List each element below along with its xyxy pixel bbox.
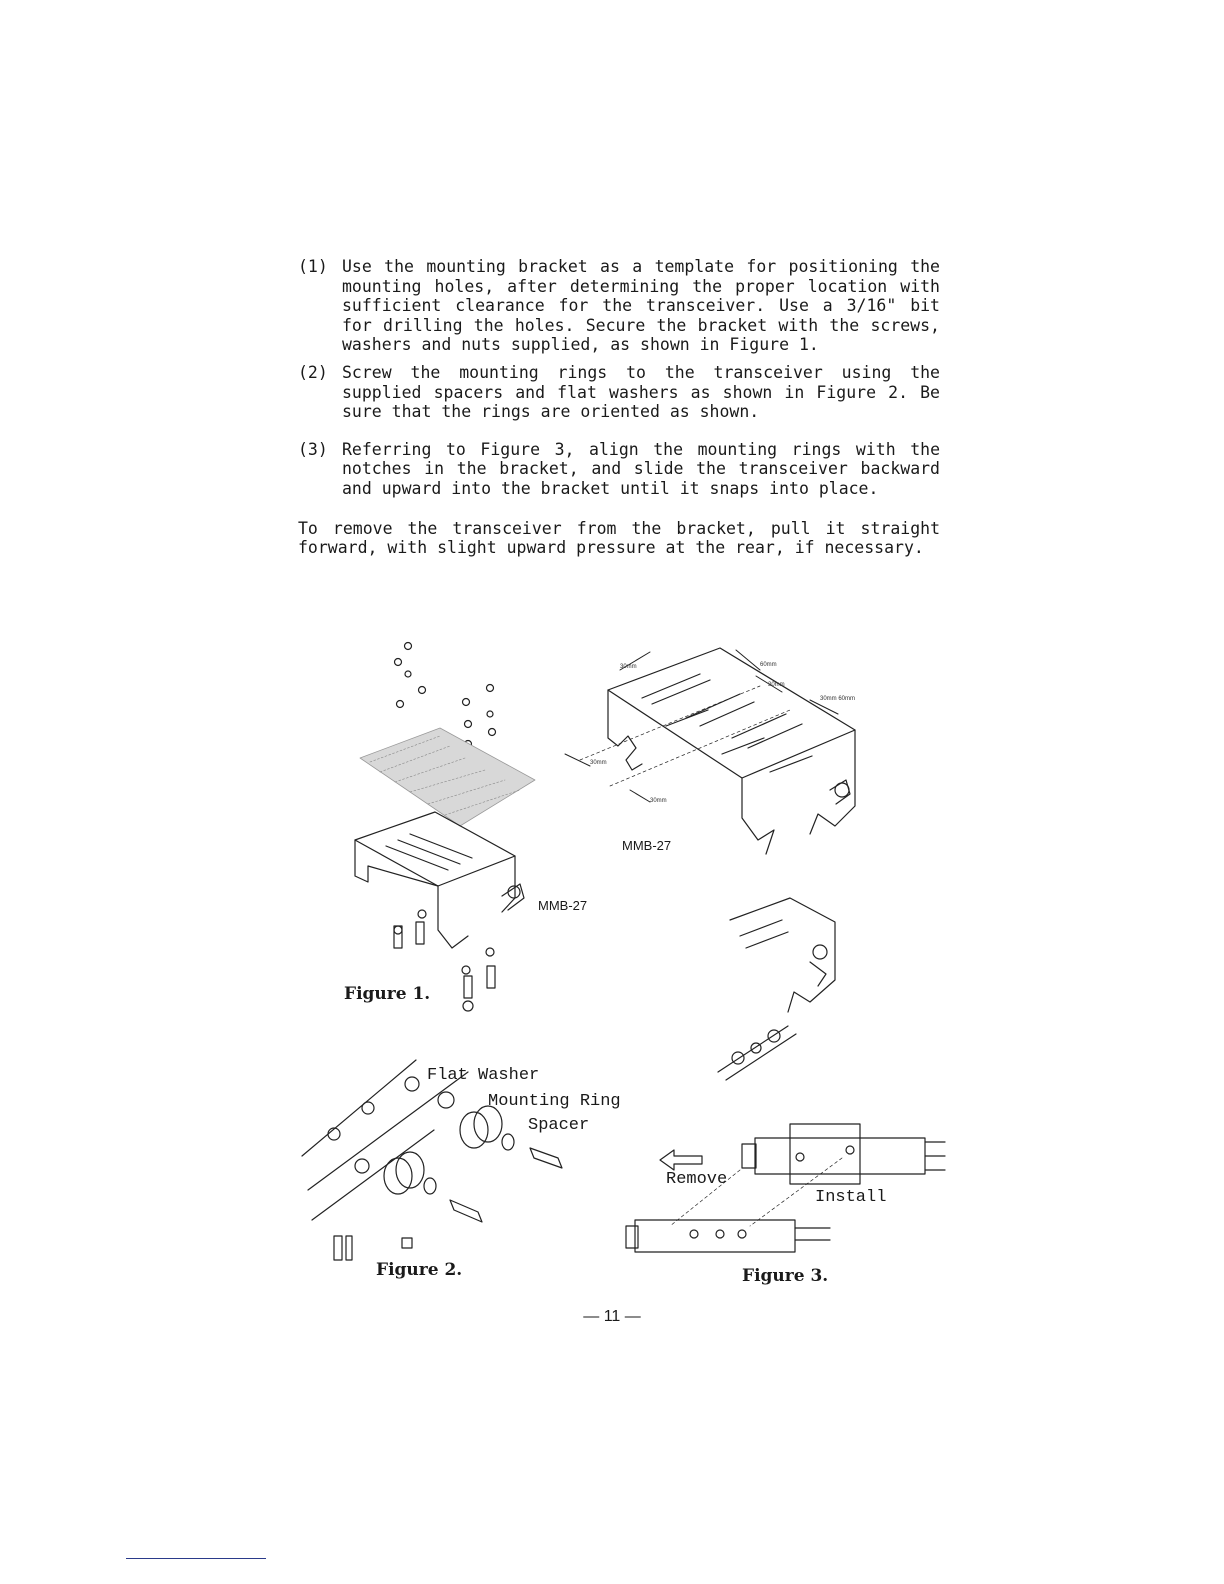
step-number: (3)	[298, 439, 328, 459]
install-label: Install	[815, 1188, 887, 1207]
figure-3-caption: Figure 3.	[742, 1266, 829, 1286]
figure-1-drawing	[355, 643, 535, 1012]
instruction-steps	[298, 257, 940, 558]
step-number: (2)	[298, 362, 328, 382]
remove-arrow	[660, 1150, 702, 1170]
svg-text:60mm: 60mm	[760, 662, 777, 668]
spacer-label: Spacer	[528, 1116, 590, 1135]
step-text: Referring to Figure 3, align the mounting rings with the notches in the bracket, and slide the transceiver backward and upward into the bracket until it snaps into place.	[342, 439, 940, 498]
figure-illustrations	[290, 630, 970, 1310]
mounting-ring-label: Mounting Ring	[488, 1092, 621, 1111]
svg-text:30mm: 30mm	[620, 664, 637, 670]
svg-text:30mm 60mm: 30mm 60mm	[820, 696, 856, 702]
model-label-top: MMB-27	[622, 838, 672, 853]
step-text: Use the mounting bracket as a template for positioning the mounting holes, after determining the proper location with sufficient clearance for the transceiver. Use a 3/16" bit for drilling the holes. Secure the bracket with the screws, washers and nuts supplied, as shown in Figure 1.	[342, 257, 940, 355]
model-label-side: MMB-27	[538, 898, 588, 913]
step-3	[298, 440, 940, 499]
figure-2-drawing	[302, 1060, 562, 1260]
figures-area	[290, 630, 970, 1310]
step-1	[298, 257, 940, 355]
flat-washer-label: Flat Washer	[427, 1066, 540, 1085]
figure-1-caption: Figure 1.	[344, 984, 431, 1004]
bracket-dimension-drawing	[565, 648, 855, 854]
svg-text:30mm: 30mm	[590, 760, 607, 766]
figure-2-caption: Figure 2.	[376, 1260, 463, 1280]
step-2	[298, 363, 940, 422]
svg-text:30mm: 30mm	[650, 798, 667, 804]
step-number: (1)	[298, 257, 328, 276]
step-text: Screw the mounting rings to the transceiver using the supplied spacers and flat washers as shown in Figure 2. Be sure that the rings are oriented as shown.	[342, 362, 940, 422]
svg-text:30mm: 30mm	[768, 682, 785, 688]
remove-label: Remove	[666, 1170, 728, 1189]
footer-rule	[126, 1558, 266, 1559]
remove-instructions: To remove the transceiver from the bracket, pull it straight forward, with slight upward pressure at the rear, if necessary.	[298, 518, 940, 558]
page-number: — 11 —	[583, 1308, 641, 1325]
figure-3-detail-drawing	[718, 898, 835, 1080]
